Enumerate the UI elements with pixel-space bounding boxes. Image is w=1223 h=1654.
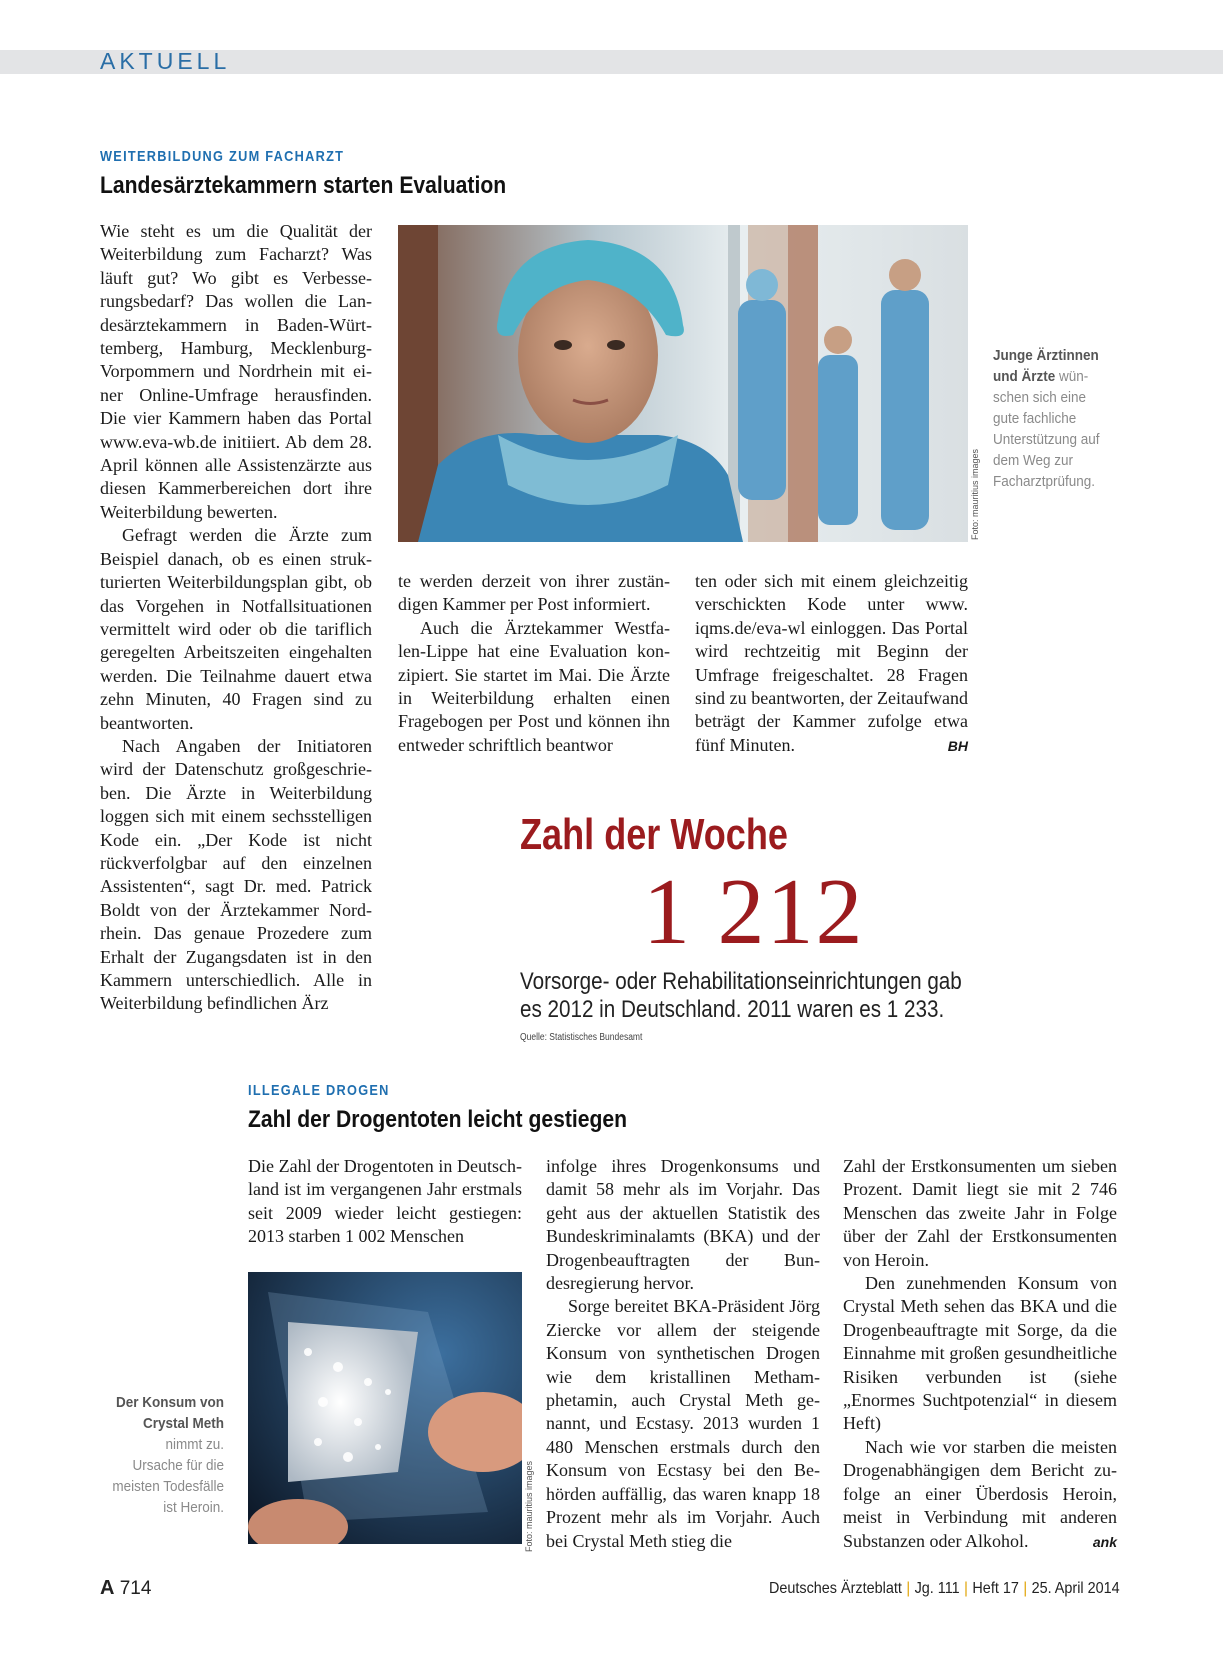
- paragraph: ten oder sich mit einem gleichzeitig verschickten Kode unter www. iqms.de/eva-wl einloggen. Das Portal wird rechtzeitig mit Beginn der Umfrage freigeschaltet. 28 Fragen sind zu beantworten, der Zeitaufwand beträgt der Kammer zufolge etwa fünf Minuten.: [695, 571, 968, 755]
- paragraph: Den zunehmenden Konsum von Crystal Meth sehen das BKA und die Drogenbeauftragte mit Sorge, da die Einnahme mit großen gesundheitliche Risiken verbunden ist (siehe „Enormes Suchtpotenzial“ in diesem Heft): [843, 1273, 1117, 1434]
- article2-column-1: [248, 1155, 522, 1249]
- caption-bold: Der Konsum von Crystal Meth: [115, 1394, 224, 1432]
- paragraph: Auch die Ärztekammer Westfalen-Lippe hat eine Evaluation konzipiert. Sie startet im Mai. Die Ärzte in Weiterbildung erhalten einen Fragebogen per Post und können ihn entweder schriftlich beantwor: [398, 617, 670, 755]
- paragraph: Gefragt werden die Ärzte zum Beispiel danach, ob es einen strukturierten Weiterbildungsplan gibt, ob das Vorgehen in Notfallsituationen vermittelt wird oder ob die tariflich geregelten Arbeitszeiten eingehalten werden. Die Teilnahme dauert etwa zehn Minuten, 40 Fragen sind zu beantworten.: [100, 525, 372, 733]
- article2-author: ank: [1092, 1533, 1117, 1550]
- crystal-meth-photo-illustration: [248, 1272, 522, 1544]
- article1-photo-credit: Foto: mauritius images: [970, 448, 980, 540]
- paragraph: Sorge bereitet BKA-Präsident Jörg Ziercke vor allem der steigende Konsum von synthetischen Drogen wie dem kristallinen Methamphetamin, auch Crystal Meth genannt, und Ecstasy. 2013 wurden 1 480 Menschen erstmals durch den Konsum von Ecstasy bei den Behörden auffällig, das waren knapp 18 Prozent mehr als im Vorjahr. Auch bei Crystal Meth stieg die: [546, 1296, 820, 1551]
- caption-text: wünschen sich eine gute fachliche Unterstützung auf dem Weg zur Facharztprüfung.: [993, 368, 1100, 490]
- journal-issue: Heft 17: [972, 1580, 1020, 1597]
- article2-column-3: [843, 1155, 1117, 1554]
- doctors-photo-illustration: [398, 225, 968, 542]
- separator: |: [906, 1580, 911, 1597]
- journal-name: Deutsches Ärzteblatt: [769, 1580, 903, 1597]
- paragraph: Wie steht es um die Qualität der Weiterbildung zum Facharzt? Was läuft gut? Wo gibt es Verbesserungsbedarf? Das wollen die Landesärztekammern in Baden-Württemberg, Hamburg, Mecklenburg-Vorpommern und Nordrhein mit einer Online-Umfrage herausfinden. Die vier Kammern haben das Portal www.eva-wb.de initiiert. Ab dem 28. April können alle Assistenzärzte aus diesen Kammerbereichen dort ihre Weiterbildung bewerten.: [100, 221, 372, 522]
- article1-headline: Landesärztekammern starten Evaluation: [100, 172, 507, 199]
- paragraph: Die Zahl der Drogentoten in Deutschland ist im vergangenen Jahr erstmals seit 2009 wieder leicht gestiegen: 2013 starben 1 002 Menschen: [248, 1156, 522, 1247]
- article2-photo-credit: Foto: mauritius images: [524, 1460, 534, 1552]
- caption-text: nimmt zu. Ursache für die meisten Todesfälle ist Heroin.: [112, 1436, 224, 1516]
- journal-date: 25. April 2014: [1031, 1580, 1120, 1597]
- paragraph: Nach Angaben der Initiatoren wird der Datenschutz großgeschrieben. Die Ärzte in Weiterbildung loggen sich mit einem sechsstelligen Kode ein. „Der Kode ist nicht rückverfolgbar auf den einzelnen Assistenten“, sagt Dr. med. Patrick Boldt von der Ärztekammer Nordrhein. Das genaue Prozedere zum Erhalt der Zugangsdaten ist in den Kammern unterschiedlich. Alle in Weiterbildung befindlichen Ärz: [100, 735, 372, 1014]
- article2-headline: Zahl der Drogentoten leicht gestiegen: [248, 1106, 628, 1133]
- paragraph: infolge ihres Drogenkonsums und damit 58 mehr als im Vorjahr. Das geht aus der aktuellen Statistik des Bundeskriminalamts (BKA) und der Drogenbeauftragten der Bundesregierung hervor.: [546, 1156, 820, 1294]
- zahl-der-woche-source: Quelle: Statistisches Bundesamt: [520, 1032, 643, 1043]
- article1-column-1: [100, 220, 372, 1016]
- zahl-der-woche-text-2: es 2012 in Deutschland. 2011 waren es 1 233.: [520, 996, 945, 1023]
- article1-column-2: [398, 570, 670, 757]
- zahl-der-woche-title: Zahl der Woche: [520, 810, 788, 859]
- separator: |: [1023, 1580, 1028, 1597]
- paragraph: Nach wie vor starben die meisten Drogenabhängigen dem Bericht zufolge an einer Überdosis Heroin, meist in Verbindung mit anderen Substanzen oder Alkohol.: [843, 1436, 1117, 1551]
- separator: |: [964, 1580, 969, 1597]
- section-label: AKTUELL: [100, 48, 231, 74]
- footer-journal-info: [769, 1580, 1120, 1598]
- zahl-der-woche-number: 1 212: [643, 860, 865, 964]
- article2-photo: [248, 1272, 522, 1544]
- article2-caption: [112, 1392, 224, 1518]
- zahl-der-woche-text-1: Vorsorge- oder Rehabilitationseinrichtungen gab: [520, 968, 962, 995]
- page-prefix: A: [100, 1577, 115, 1599]
- article1-caption: [993, 345, 1108, 492]
- paragraph: te werden derzeit von ihrer zuständigen Kammer per Post informiert.: [398, 571, 670, 615]
- journal-volume: Jg. 111: [914, 1580, 961, 1597]
- article1-author: BH: [947, 738, 968, 755]
- article1-kicker: WEITERBILDUNG ZUM FACHARZT: [100, 148, 345, 165]
- page-number: [100, 1577, 151, 1600]
- paragraph: Zahl der Erstkonsumenten um sieben Prozent. Damit liegt sie mit 2 746 Menschen das zweite Jahr in Folge über der Zahl der Erstkonsumenten von Heroin.: [843, 1156, 1117, 1270]
- article2-column-2: [546, 1155, 820, 1553]
- article2-kicker: ILLEGALE DROGEN: [248, 1082, 390, 1099]
- caption-bold: Junge Ärztinnen und Ärzte: [993, 347, 1099, 385]
- article1-photo: [398, 225, 968, 542]
- article1-column-3: [695, 570, 968, 759]
- page-number-value: 714: [119, 1578, 152, 1599]
